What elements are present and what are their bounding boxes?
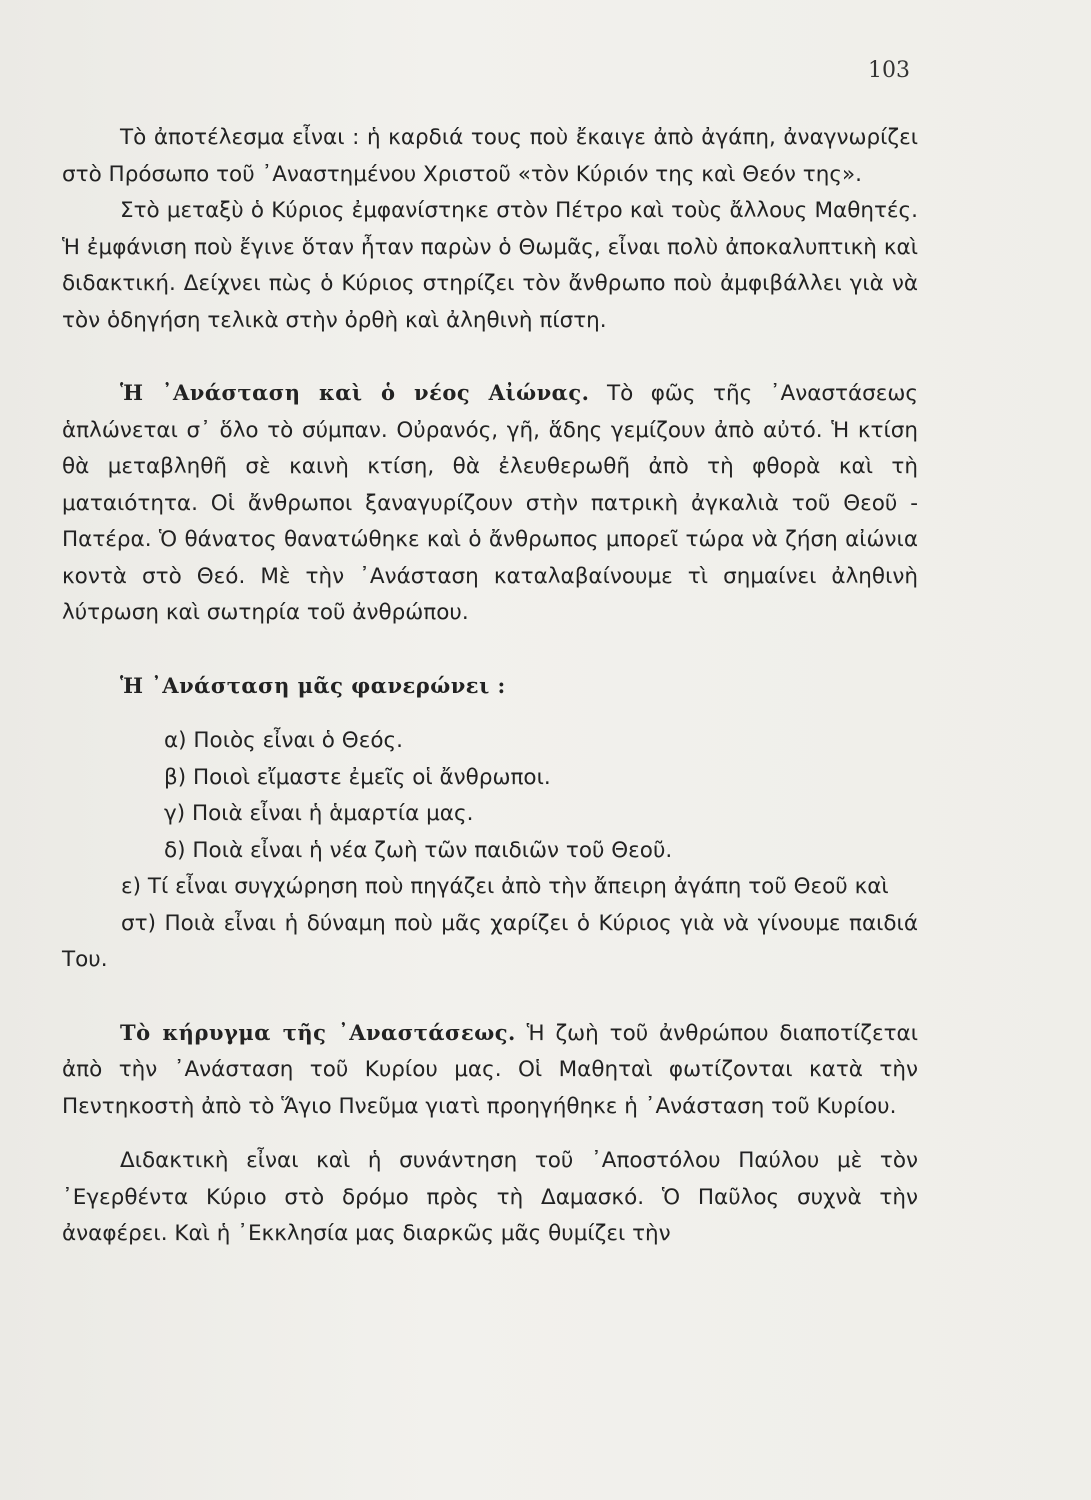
- list-heading: Ἡ ᾿Ανάσταση μᾶς φανερώνει :: [120, 672, 506, 698]
- section-heading: Ἡ ᾿Ανάσταση καὶ ὁ νέος Αἰώνας.: [120, 380, 590, 405]
- section-paragraph: [62, 1015, 918, 1126]
- paragraph: Διδακτικὴ εἶναι καὶ ἡ συνάντηση τοῦ ᾿Αποστόλου Παύλου μὲ τὸν ᾿Εγερθέντα Κύριο στὸ δρόμο πρὸς τὴ Δαμασκό. Ὁ Παῦλος συχνὰ τὴν ἀναφέρει. Καὶ ἡ ᾿Εκκλησία μας διαρκῶς μᾶς θυμίζει τὴν: [62, 1148, 918, 1246]
- section-text: Τὸ φῶς τῆς ᾿Αναστάσεως ἁπλώνεται σ᾿ ὅλο τὸ σύμπαν. Οὐρανός, γῆ, ἅδης γεμίζουν ἀπὸ αὐτό. Ἡ κτίση θὰ μεταβληθῆ σὲ καινὴ κτίση, θὰ ἐλευθερωθῆ ἀπὸ τὴ φθορὰ καὶ τὴ ματαιότητα. Οἱ ἄνθρωποι ξαναγυρίζουν στὴν πατρικὴ ἀγκαλιὰ τοῦ Θεοῦ - Πατέρα. Ὁ θάνατος θανατώθηκε καὶ ὁ ἄνθρωπος μπορεῖ τώρα νὰ ζήση αἰώνια κοντὰ στὸ Θεό. Μὲ τὴν ᾿Ανάσταση καταλαβαίνουμε τὶ σημαίνει ἀληθινὴ λύτρωση καὶ σωτηρία τοῦ ἀνθρώπου.: [62, 381, 919, 625]
- list-item: α) Ποιὸς εἶναι ὁ Θεός.: [164, 728, 403, 753]
- section-text: Ἡ ζωὴ τοῦ ἀνθρώπου διαποτίζεται ἀπὸ τὴν ᾿Ανάσταση τοῦ Κυρίου μας. Οἱ Μαθηταὶ φωτίζονται κατὰ τὴν Πεντηκοστὴ ἀπὸ τὸ Ἅγιο Πνεῦμα γιατὶ προηγήθηκε ἡ ᾿Ανάσταση τοῦ Κυρίου.: [62, 1020, 918, 1119]
- list-item: δ) Ποιὰ εἶναι ἡ νέα ζωὴ τῶν παιδιῶν τοῦ Θεοῦ.: [164, 837, 673, 863]
- list-item: β) Ποιοὶ εἴμαστε ἐμεῖς οἱ ἄνθρωποι.: [164, 764, 551, 790]
- list-item: ε) Τί εἶναι συγχώρηση ποὺ πηγάζει ἀπὸ τὴν ἄπειρη ἀγάπη τοῦ Θεοῦ καὶ: [121, 874, 889, 899]
- page-number: 103: [868, 58, 910, 83]
- paragraph: Στὸ μεταξὺ ὁ Κύριος ἐμφανίστηκε στὸν Πέτρο καὶ τοὺς ἄλλους Μαθητές. Ἡ ἐμφάνιση ποὺ ἔγινε ὅταν ἦταν παρὼν ὁ Θωμᾶς, εἶναι πολὺ ἀποκαλυπτικὴ καὶ διδακτική. Δείχνει πὼς ὁ Κύριος στηρίζει τὸν ἄνθρωπο ποὺ ἀμφιβάλλει γιὰ νὰ τὸν ὁδηγήση τελικὰ στὴν ὀρθὴ καὶ ἀληθινὴ πίστη.: [62, 198, 918, 333]
- section-paragraph: [62, 375, 918, 632]
- section-heading: Τὸ κήρυγμα τῆς ᾿Αναστάσεως.: [120, 1019, 516, 1045]
- paragraph: Τὸ ἀποτέλεσμα εἶναι : ἡ καρδιά τους ποὺ ἔκαιγε ἀπὸ ἀγάπη, ἀναγνωρίζει στὸ Πρόσωπο τοῦ ᾿Αναστημένου Χριστοῦ «τὸν Κύριόν της καὶ Θεόν της».: [62, 125, 918, 187]
- list-item: γ) Ποιὰ εἶναι ἡ ἁμαρτία μας.: [164, 801, 474, 826]
- list: [62, 723, 918, 979]
- list-item: στ) Ποιὰ εἶναι ἡ δύναμη ποὺ μᾶς χαρίζει ὁ Κύριος γιὰ νὰ γίνουμε παιδιά Του.: [62, 910, 918, 972]
- page-body: [62, 120, 918, 1253]
